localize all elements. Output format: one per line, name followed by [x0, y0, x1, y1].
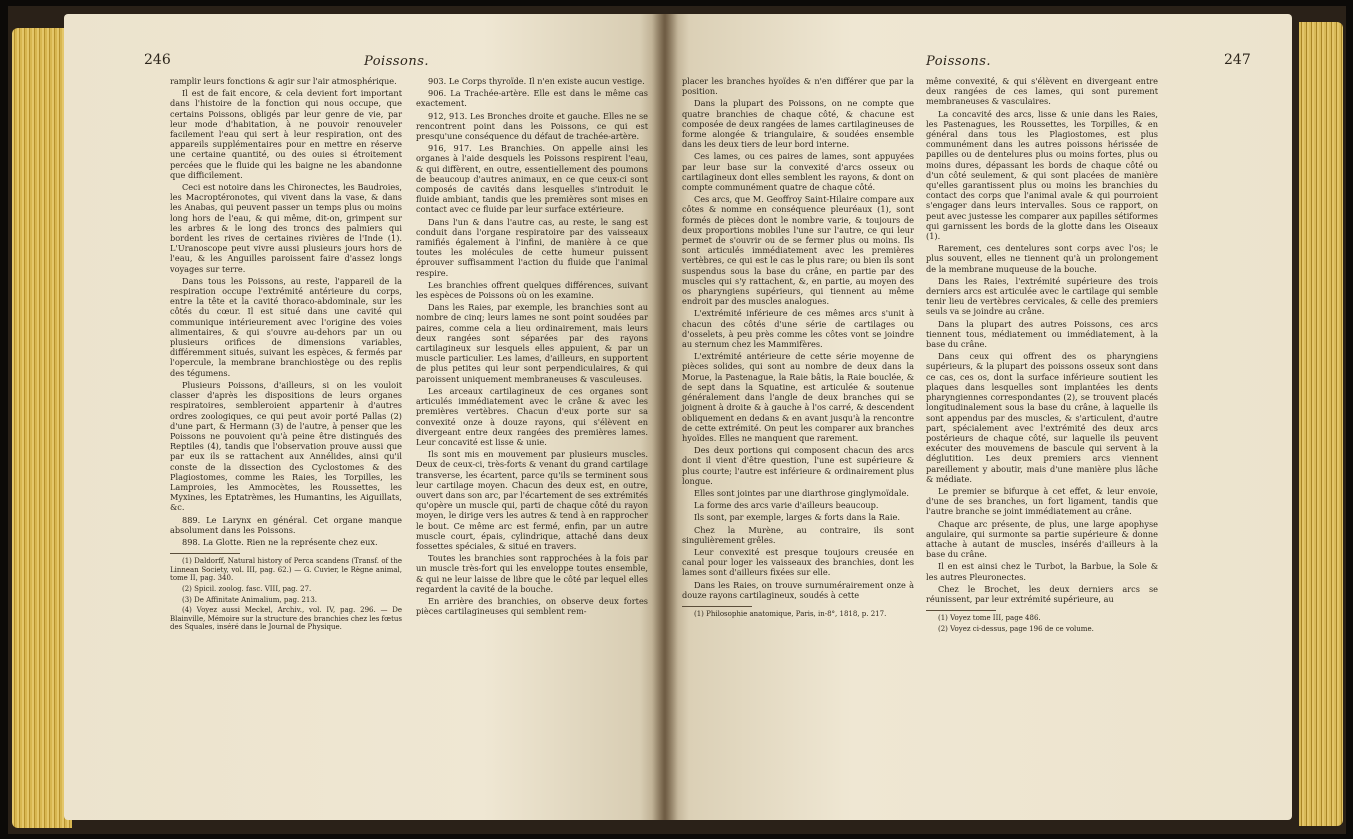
- paragraph: Dans les Raies, l'extrémité supérieure des trois derniers arcs est articulée avec le cartilage qui semble tenir lieu de vertèbres cervicales, & celle des premiers seuls va se joindre au crâne.: [926, 275, 1158, 317]
- footnote: (3) De Affinitate Animalium, pag. 213.: [182, 595, 318, 604]
- paragraph: Chez la Murène, au contraire, ils sont singulièrement grêles.: [682, 524, 914, 545]
- paragraph: Toutes les branchies sont rapprochées à la fois par un muscle très-fort qui les enveloppe toutes ensemble, & qui ne leur laisse de libre que le côté par lequel elles regardent la cavité de la bouche.: [416, 553, 648, 594]
- paragraph: Elles sont jointes par une diarthrose ginglymoïdale.: [694, 487, 909, 498]
- paragraph: Rarement, ces dentelures sont corps avec l'os; le plus souvent, elles ne tiennent qu'à un prolongement de la membrane muqueuse de la bouche.: [926, 243, 1158, 274]
- paragraph: Les arceaux cartilagineux de ces organes sont articulés immédiatement avec le crâne & avec les premières vertèbres. Chacun d'eux porte sur sa convexité onze à douze rayons, qui s'élèvent en divergeant entre deux rangées des premières lames. Leur concavité est lisse & unie.: [416, 385, 648, 447]
- paragraph: La concavité des arcs, lisse & unie dans les Raies, les Pastenagues, les Roussettes, les Torpilles, & en général dans tous les Plagiostomes, est plus communément dans les autres poissons hérissée de papilles ou de dentelures plus ou moins fortes, plus ou moins dures, dépassant les bords de chaque côté ou d'un côté seulement, & qui sont placées de manière qu'elles garantissent plus ou moins les branchies du contact des corps que l'animal avale & qui pourroient s'engager dans leurs intervalles. Sous ce rapport, on peut avec justesse les comparer aux papilles sétiformes qui garnissent les bords de la glotte dans les Oiseaux (1).: [926, 108, 1158, 242]
- footnote: (1) Philosophie anatomique, Paris, in-8°, 1818, p. 217.: [694, 609, 887, 618]
- right-page-edges: [1299, 22, 1343, 826]
- footnote: (4) Voyez aussi Meckel, Archiv., vol. IV, pag. 296. — De Blainville, Mémoire sur la structure des branchies chez les fœtus des Squales, inséré dans le Journal de Physique.: [170, 606, 402, 632]
- right-page: [664, 14, 1292, 820]
- paragraph: 912, 913. Les Bronches droite et gauche. Elles ne se rencontrent point dans les Poissons, ce qui est presqu'une conséquence du défaut de trachée-artère.: [416, 110, 648, 142]
- paragraph: Ces lames, ou ces paires de lames, sont appuyées par leur base sur la convexité d'arcs osseux ou cartilagineux dont elles semblent les rayons, & dont on compte communément quatre de chaque côté.: [682, 151, 914, 193]
- paragraph: Dans l'un & dans l'autre cas, au reste, le sang est conduit dans l'organe respiratoire par des vaisseaux ramifiés également à l'infini, de manière à ce que toutes les molécules de cette humeur puissent éprouver suffisamment l'action du fluide que l'animal respire.: [416, 216, 648, 278]
- text-column-2: [416, 76, 648, 618]
- paragraph: Dans tous les Poissons, au reste, l'appareil de la respiration occupe l'extrémité antérieure du corps, entre la tête et la cavité thoraco-abdominale, sur les côtés du cœur. Il est situé dans une cavité qui communique intérieurement avec l'origine des voies alimentaires, & qui s'ouvre au-dehors par un ou plusieurs orifices de dimensions variables, différemment situés, suivant les espèces, & fermés par l'opercule, la membrane branchiostège ou des replis des tégumens.: [170, 275, 402, 378]
- running-head: Poissons.: [926, 54, 992, 69]
- paragraph: Chaque arc présente, de plus, une large apophyse angulaire, qui surmonte sa partie supérieure & donne attache à autant de muscles, insérés d'ailleurs à la base du crâne.: [926, 518, 1158, 560]
- paragraph: 916, 917. Les Branchies. On appelle ainsi les organes à l'aide desquels les Poissons respirent l'eau, & qui diffèrent, en outre, essentiellement des poumons de beaucoup d'autres animaux, en ce que ceux-ci sont composés de cavités dans lesquelles s'introduit le fluide ambiant, tandis que les premières sont mises en contact avec ce fluide par leur surface extérieure.: [416, 143, 648, 215]
- paragraph: Leur convexité est presque toujours creusée en canal pour loger les vaisseaux des branchies, dont les lames sont d'ailleurs fixées sur elle.: [682, 546, 914, 578]
- page-number: 247: [1224, 52, 1251, 68]
- text-column-1: [682, 76, 914, 621]
- paragraph: Dans ceux qui offrent des os pharyngiens supérieurs, & la plupart des poissons osseux sont dans ce cas, ces os, dont la surface inférieure soutient les plaques dans lesquelles sont implantées les dents pharyngiennes correspondantes (2), se trouvent placés longitudinalement sous la base du crâne, à laquelle ils sont appendus par des muscles, & s'articulent, d'autre part, spécialement avec l'extrémité des deux arcs postérieurs de chaque côté, sur laquelle ils peuvent exécuter des mouvemens de bascule qui servent à la déglutition. Les deux premiers arcs viennent pareillement y aboutir, mais d'une manière plus lâche & médiate.: [926, 351, 1158, 484]
- paragraph: Les branchies offrent quelques différences, suivant les espèces de Poissons où on les examine.: [416, 279, 648, 301]
- footnote-rule: [170, 553, 240, 554]
- footnote-rule: [926, 610, 996, 611]
- paragraph: 889. Le Larynx en général. Cet organe manque absolument dans les Poissons.: [170, 514, 402, 535]
- paragraph: Le premier se bifurque à cet effet, & leur envoie, d'une de ses branches, un fort ligament, tandis que l'autre branche se joint immédiatement au crâne.: [926, 485, 1158, 517]
- footnote: (1) Daldorff, Natural history of Perca scandens (Transf. of the Linnean Society, vol. III, pag. 62.) — G. Cuvier, le Règne animal, tome II, pag. 340.: [170, 557, 402, 583]
- paragraph: Il est de fait encore, & cela devient fort important dans l'histoire de la fonction qui nous occupe, que certains Poissons, obligés par leur genre de vie, par leur mode d'habitation, à ne pouvoir renouveler facilement l'eau qui sert à leur respiration, ont des appareils supplémentaires pour en mettre en réserve une certaine quantité, ou des ouies si étroitement percées que le fluide qui les baigne ne les abandonne que difficilement.: [170, 88, 402, 180]
- book-gutter: [652, 14, 678, 820]
- paragraph: Il en est ainsi chez le Turbot, la Barbue, la Sole & les autres Pleuronectes.: [926, 561, 1158, 582]
- paragraph: même convexité, & qui s'élèvent en divergeant entre deux rangées de ces lames, qui sont purement membraneuses & vasculaires.: [926, 76, 1158, 107]
- footnote: (2) Spicil. zoolog. fasc. VIII, pag. 27.: [182, 584, 312, 593]
- paragraph: placer les branches hyoïdes & n'en différer que par la position.: [682, 76, 914, 97]
- paragraph: 898. La Glotte. Rien ne la représente chez eux.: [182, 536, 378, 547]
- paragraph: Plusieurs Poissons, d'ailleurs, si on les vouloit classer d'après les dispositions de leurs organes respiratoires, sembleroient appartenir à d'autres ordres zoologiques, ce qui peut avoir porté Pallas (2) d'une part, & Hermann (3) de l'autre, à penser que les Poissons ne pouvoient qu'à peine être distingués des Reptiles (4), tandis que l'observation prouve aussi que par eux ils se rattachent aux Annélides, ainsi qu'il conste de la dissection des Cyclostomes & des Plagiostomes, comme les Raies, les Torpilles, les Lamproies, les Ammocètes, les Roussettes, les Myxines, les Eptatrèmes, les Humantins, les Aiguillats, &c.: [170, 379, 402, 513]
- paragraph: Ils sont, par exemple, larges & forts dans la Raie.: [694, 512, 900, 523]
- left-page-edges: [12, 28, 72, 828]
- running-head: Poissons.: [364, 54, 430, 69]
- paragraph: Ils sont mis en mouvement par plusieurs muscles. Deux de ceux-ci, très-forts & venant du grand cartilage transverse, les écartent, parce qu'ils se terminent sous leur cartilage moyen. Chacun des deux est, en outre, ouvert dans son arc, par l'écartement de ses extrémités qu'opère un muscle qui, parti de chaque côté du rayon moyen, le dirige vers les autres & tend à en rapprocher le bout. Ce même arc est fermé, enfin, par un autre muscle court, épais, cylindrique, attaché dans deux fossettes spéciales, & situé en travers.: [416, 449, 648, 551]
- text-column-2: [926, 76, 1158, 635]
- page-number: 246: [144, 52, 171, 68]
- paragraph: 906. La Trachée-artère. Elle est dans le même cas exactement.: [416, 88, 648, 109]
- footnote: (2) Voyez ci-dessus, page 196 de ce volume.: [938, 624, 1094, 633]
- footnote-rule: [682, 606, 752, 607]
- paragraph: Ceci est notoire dans les Chironectes, les Baudroies, les Macroptéronotes, qui vivent dans la vase, & dans les Anabas, qui peuvent passer un temps plus ou moins long hors de l'eau, & qui même, dit-on, grimpent sur les arbres & le long des troncs des palmiers qui bordent les rives de certaines rivières de l'Inde (1). L'Uranoscope peut vivre aussi plusieurs jours hors de l'eau, & les Anguilles paroissent faire d'assez longs voyages sur terre.: [170, 182, 402, 274]
- paragraph: Dans la plupart des Poissons, on ne compte que quatre branchies de chaque côté, & chacune est composée de deux rangées de lames cartilagineuses de forme alongée & triangulaire, & soudées ensemble dans les deux tiers de leur bord interne.: [682, 98, 914, 150]
- paragraph: ramplir leurs fonctions & agir sur l'air atmosphérique.: [170, 76, 397, 86]
- paragraph: 903. Le Corps thyroïde. Il n'en existe aucun vestige.: [428, 76, 645, 86]
- left-page: [64, 14, 664, 820]
- paragraph: Des deux portions qui composent chacun des arcs dont il vient d'être question, l'une est supérieure & plus courte; l'autre est inférieure & ordinairement plus longue.: [682, 445, 914, 486]
- text-column-1: [170, 76, 402, 634]
- paragraph: Dans la plupart des autres Poissons, ces arcs tiennent tous, médiatement ou immédiatement, à la base du crâne.: [926, 318, 1158, 350]
- footnote: (1) Voyez tome III, page 486.: [938, 614, 1041, 623]
- paragraph: Ces arcs, que M. Geoffroy Saint-Hilaire compare aux côtes & nomme en conséquence pleuréaux (1), sont formés de pièces dont le nombre varie, & toujours de deux proportions mobiles l'une sur l'autre, ce qui leur permet de s'ouvrir ou de se fermer plus ou moins. Ils sont articulés immédiatement avec les premières vertèbres, ce qui est le cas le plus rare; ou bien ils sont suspendus sous la base du crâne, en partie par des muscles qui s'y rattachent, &, en partie, au moyen des os pharyngiens supérieurs, qui tiennent au même endroit par des muscles analogues.: [682, 194, 914, 307]
- paragraph: En arrière des branchies, on observe deux fortes pièces cartilagineuses qui semblent rem-: [416, 595, 648, 617]
- paragraph: Dans les Raies, on trouve surnumérairement onze à douze rayons cartilagineux, soudés à cette: [682, 579, 914, 600]
- paragraph: Dans les Raies, par exemple, les branchies sont au nombre de cinq; leurs lames ne sont point soudées par paires, comme cela a lieu ordinairement, mais leurs deux rangées sont séparées par des rayons cartilagineux sur lesquels elles appuient, & par un muscle particulier. Les lames, d'ailleurs, en supportent de plus petites qui leur sont perpendiculaires, & qui paroissent uniquement membraneuses & vasculeuses.: [416, 302, 648, 384]
- paragraph: La forme des arcs varie d'ailleurs beaucoup.: [694, 500, 879, 511]
- paragraph: L'extrémité antérieure de cette série moyenne de pièces solides, qui sont au nombre de deux dans la Morue, la Pastenague, la Raie bâtis, la Raie bouclée, & de sept dans la Squatine, est articulée & soutenue généralement dans l'angle de deux branches qui se joignent à droite & à gauche à l'os carré, & descendent obliquement en dedans & en avant jusqu'à la rencontre de cette extrémité. On peut les comparer aux branches hyoïdes. Elles ne manquent que rarement.: [682, 351, 914, 443]
- paragraph: L'extrémité inférieure de ces mêmes arcs s'unit à chacun des côtés d'une série de cartilages ou d'osselets, à peu près comme les côtes vont se joindre au sternum chez les Mammifères.: [682, 308, 914, 350]
- paragraph: Chez le Brochet, les deux derniers arcs se réunissent, par leur extrémité supérieure, au: [926, 583, 1158, 604]
